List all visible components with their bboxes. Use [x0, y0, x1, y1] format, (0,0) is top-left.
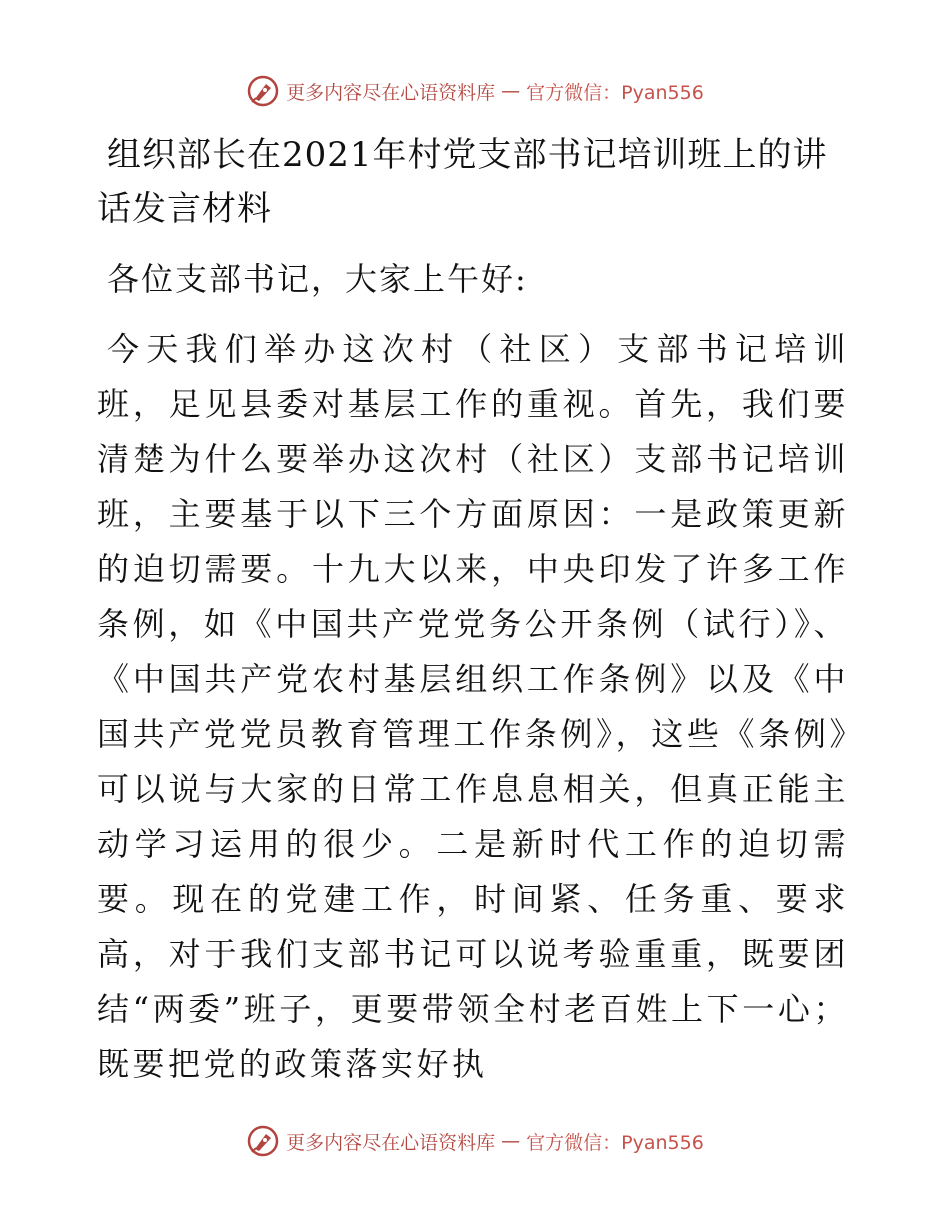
document-body [97, 128, 857, 1092]
body-paragraph: 今天我们举办这次村（社区）支部书记培训班，足见县委对基层工作的重视。首先，我们要清楚为什么要举办这次村（社区）支部书记培训班，主要基于以下三个方面原因：一是政策更新的迫切需要。十九大以来，中央印发了许多工作条例，如《中国共产党党务公开条例（试行）》、《中国共产党农村基层组织工作条例》以及《中国共产党党员教育管理工作条例》，这些《条例》可以说与大家的日常工作息息相关，但真正能主动学习运用的很少。二是新时代工作的迫切需要。现在的党建工作，时间紧、任务重、要求高，对于我们支部书记可以说考验重重，既要团结“两委”班子，更要带领全村老百姓上下一心；既要把党的政策落实好执 [97, 330, 849, 1083]
pen-nib-logo-icon [246, 1124, 280, 1158]
watermark-separator: — [501, 80, 521, 102]
watermark-wechat-text: 官方微信：Pyan556 [526, 1131, 704, 1154]
document-title: 组织部长在2021年村党支部书记培训班上的讲话发言材料 [97, 135, 828, 229]
pen-nib-logo-icon [246, 74, 280, 108]
watermark-library-text: 更多内容尽在心语资料库 [286, 1131, 496, 1154]
watermark-library-text: 更多内容尽在心语资料库 [286, 81, 496, 104]
salutation: 各位支部书记，大家上午好: [107, 260, 528, 298]
footer-watermark [0, 1124, 950, 1158]
header-watermark [0, 74, 950, 108]
watermark-wechat-text: 官方微信：Pyan556 [526, 81, 704, 104]
watermark-separator: — [501, 1130, 521, 1152]
